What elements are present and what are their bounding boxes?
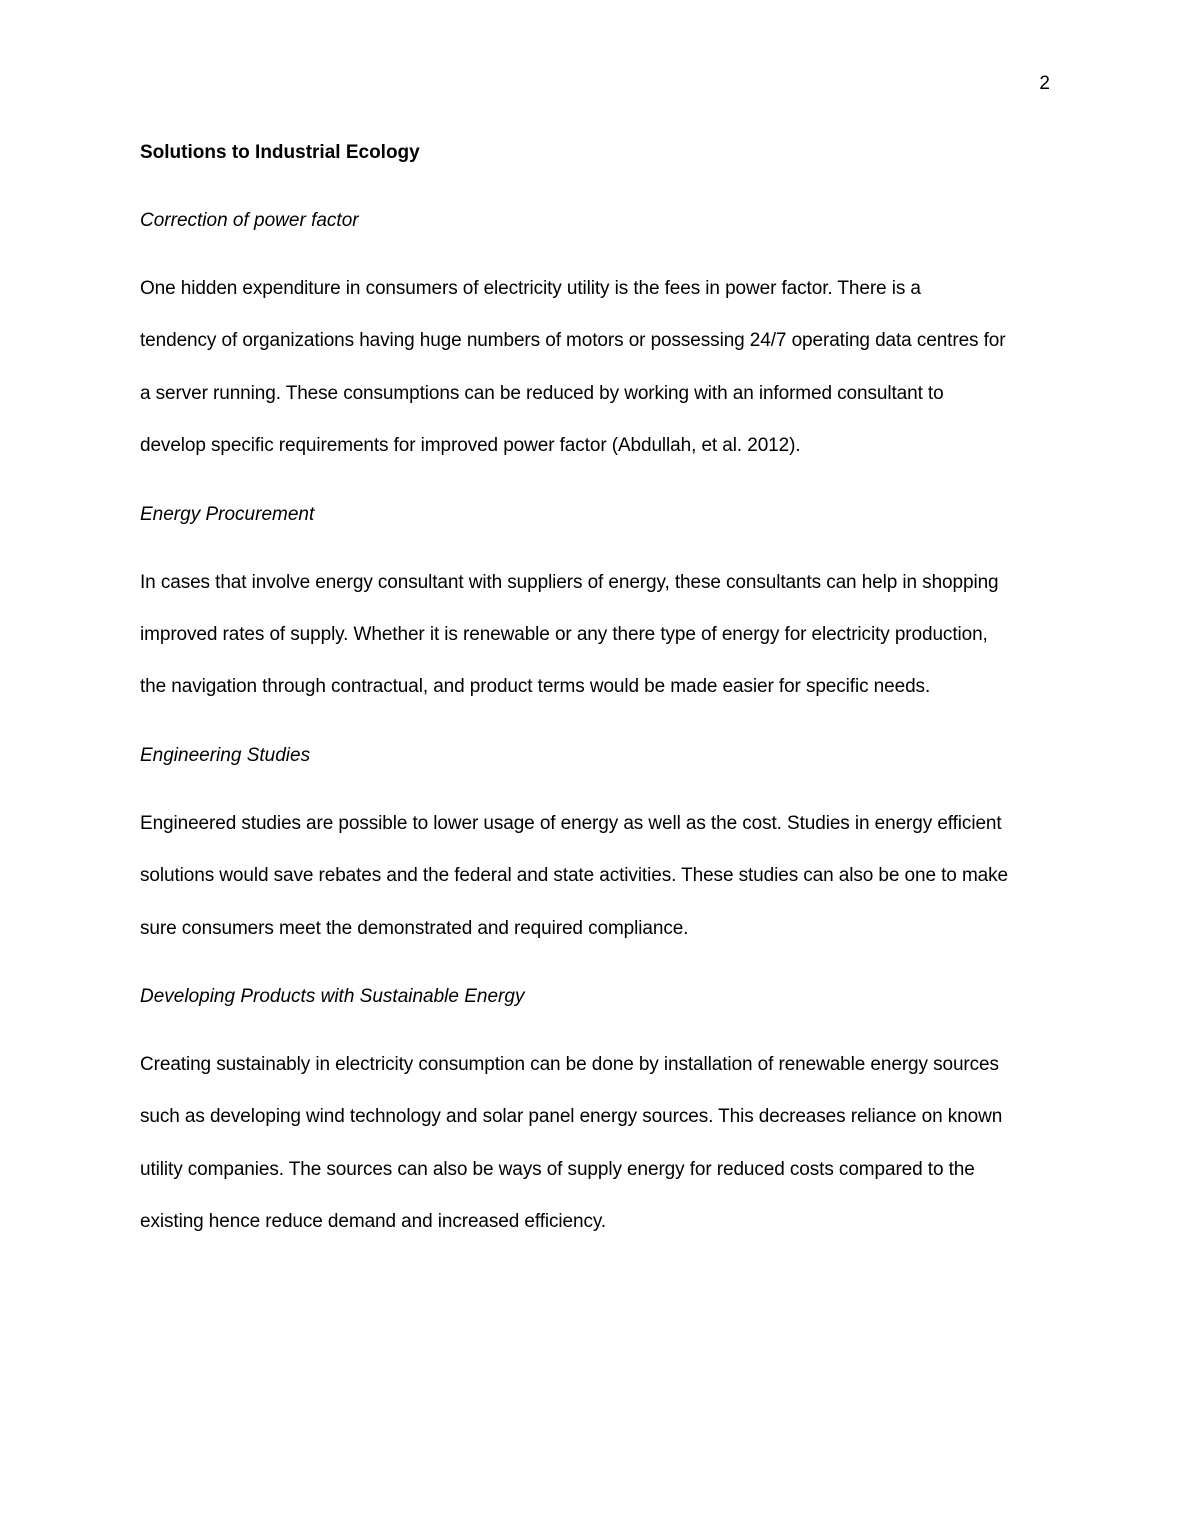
section-heading-engineering-studies: Engineering Studies — [140, 744, 311, 766]
section-heading-sustainable-energy: Developing Products with Sustainable Energy — [140, 986, 525, 1008]
paragraph-line: Creating sustainably in electricity consumption can be done by installation of renewable energy sources — [140, 1054, 999, 1076]
paragraph-line: sure consumers meet the demonstrated and required compliance. — [140, 917, 689, 939]
paragraph-line: tendency of organizations having huge numbers of motors or possessing 24/7 operating data centres for — [140, 330, 1006, 352]
paragraph-line: a server running. These consumptions can be reduced by working with an informed consultant to — [140, 382, 944, 404]
paragraph-line: the navigation through contractual, and product terms would be made easier for specific needs. — [140, 676, 931, 698]
document-title: Solutions to Industrial Ecology — [140, 142, 420, 163]
paragraph-line: existing hence reduce demand and increased efficiency. — [140, 1211, 607, 1233]
paragraph-sustainable-energy — [140, 1039, 1052, 1249]
paragraph-line: Engineered studies are possible to lower usage of energy as well as the cost. Studies in energy efficient — [140, 812, 1002, 834]
document-body — [140, 140, 1052, 1249]
paragraph-energy-procurement — [140, 557, 1052, 714]
paragraph-engineering-studies — [140, 798, 1052, 955]
paragraph-line: improved rates of supply. Whether it is renewable or any there type of energy for electricity production, — [140, 624, 988, 646]
section-heading-power-factor: Correction of power factor — [140, 210, 359, 231]
paragraph-power-factor — [140, 263, 1052, 473]
paragraph-line: One hidden expenditure in consumers of electricity utility is the fees in power factor. There is a — [140, 278, 921, 299]
paragraph-line: In cases that involve energy consultant with suppliers of energy, these consultants can help in shopping — [140, 571, 999, 593]
paragraph-line: develop specific requirements for improved power factor (Abdullah, et al. 2012). — [140, 435, 801, 457]
paragraph-line: solutions would save rebates and the federal and state activities. These studies can also be one to make — [140, 865, 1009, 887]
paragraph-line: such as developing wind technology and solar panel energy sources. This decreases reliance on known — [140, 1106, 1003, 1128]
paragraph-line: utility companies. The sources can also be ways of supply energy for reduced costs compared to the — [140, 1158, 975, 1180]
page-number: 2 — [1039, 73, 1050, 94]
section-heading-energy-procurement: Energy Procurement — [140, 503, 315, 525]
